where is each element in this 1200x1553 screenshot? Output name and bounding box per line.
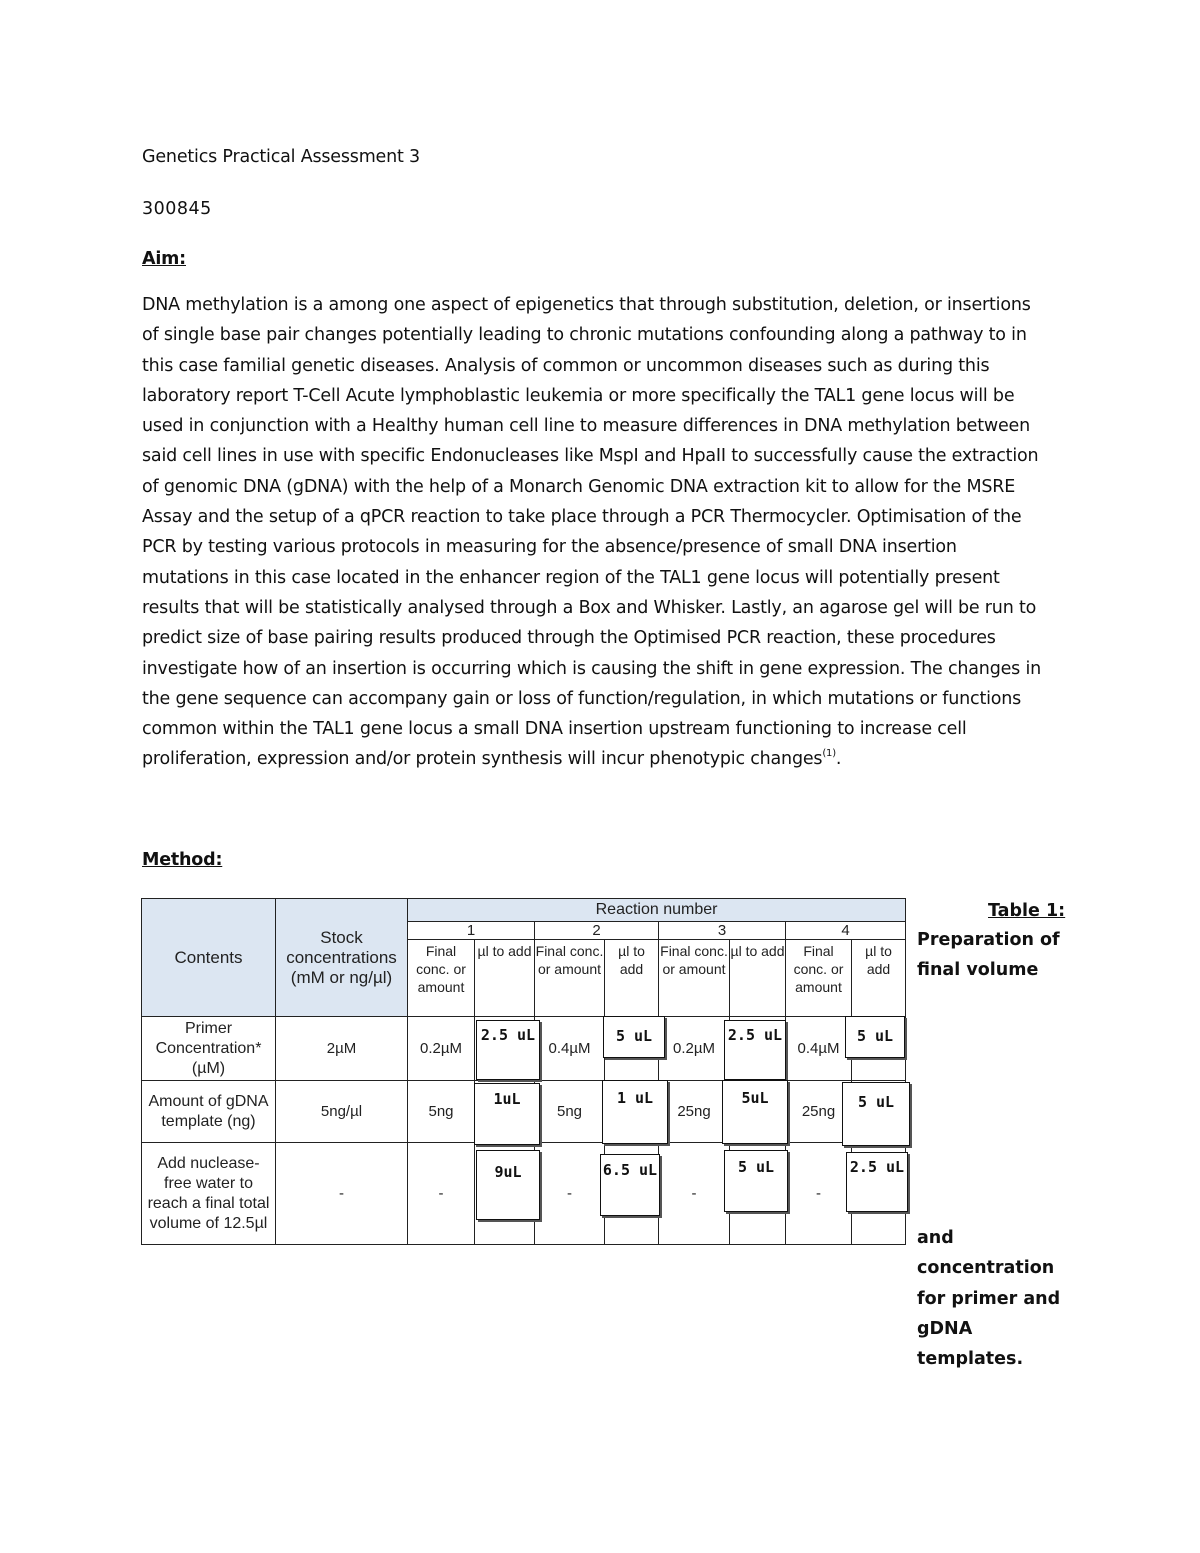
header-contents: Contents	[142, 899, 276, 1017]
final-gdna-4: 25ng	[786, 1081, 852, 1143]
aim-line: Assay and the setup of a qPCR reaction to take place through a PCR Thermocycler. Optimisation of the	[142, 507, 1022, 528]
row-label-primer: Primer Concentration* (µM)	[142, 1017, 276, 1081]
aim-line: of single base pair changes potentially leading to chronic mutations confounding along a pathway to in	[142, 325, 1027, 346]
aim-last-text: proliferation, expression and/or protein synthesis will incur phenotypic changes	[142, 749, 823, 770]
aim-line: used in conjunction with a Healthy human cell line to measure differences in DNA methylation between	[142, 416, 1031, 437]
final-water-4: -	[786, 1143, 852, 1245]
entry-primer-r2: 5 uL	[603, 1016, 665, 1058]
aim-line-last	[142, 744, 1062, 774]
aim-paragraph	[142, 290, 1062, 775]
stock-water: -	[276, 1143, 408, 1245]
aim-line: results that will be statistically analysed through a Box and Whisker. Lastly, an agarose gel will be run to	[142, 597, 1037, 618]
subheader-ul: µl to add	[730, 940, 786, 1017]
entry-gdna-r4: 5 uL	[842, 1082, 910, 1146]
aim-line: the gene sequence can accompany gain or loss of function/regulation, in which mutations or functions	[142, 688, 1022, 709]
entry-water-r2: 6.5 uL	[600, 1154, 660, 1216]
table-caption-part1: Preparation of final volume	[917, 930, 1060, 981]
final-gdna-3: 25ng	[659, 1081, 730, 1143]
student-id: 300845	[142, 199, 212, 219]
document-title: Genetics Practical Assessment 3	[142, 147, 420, 167]
header-stock-text: Stock concentrations (mM or ng/µl)	[286, 927, 397, 987]
aim-line: DNA methylation is a among one aspect of epigenetics that through substitution, deletion, or insertions	[142, 295, 1031, 315]
aim-line: of genomic DNA (gDNA) with the help of a Monarch Genomic DNA extraction kit to allow for the MSRE	[142, 476, 1016, 497]
aim-line: common within the TAL1 gene locus a small DNA insertion upstream functioning to increase cell	[142, 719, 967, 740]
subheader-final: Final conc. or amount	[786, 940, 852, 1017]
final-water-3: -	[659, 1143, 730, 1245]
subheader-ul: µl to add	[605, 940, 659, 1017]
subheader-ul: µl to add	[852, 940, 906, 1017]
entry-gdna-r3: 5uL	[722, 1080, 788, 1144]
entry-primer-r4: 5 uL	[845, 1016, 905, 1058]
aim-line: mutations in this case located in the enhancer region of the TAL1 gene locus will potentially present	[142, 567, 1000, 588]
final-water-1: -	[408, 1143, 475, 1245]
row-label-water-text: Add nuclease-free water to reach a final total volume of 12.5µl	[147, 1154, 270, 1232]
final-water-2: -	[535, 1143, 605, 1245]
entry-primer-r1: 2.5 uL	[476, 1020, 540, 1080]
header-stock	[276, 899, 408, 1017]
aim-line: this case familial genetic diseases. Analysis of common or uncommon diseases such as during this	[142, 355, 990, 376]
final-gdna-2: 5ng	[535, 1081, 605, 1143]
method-heading: Method:	[142, 850, 223, 870]
header-reaction-number: Reaction number	[408, 899, 906, 922]
final-gdna-1: 5ng	[408, 1081, 475, 1143]
subheader-final: Final conc. or amount	[408, 940, 475, 1017]
aim-last-punct: .	[835, 749, 842, 770]
reaction-number-3: 3	[659, 922, 786, 940]
reaction-number-2: 2	[535, 922, 659, 940]
final-primer-3: 0.2µM	[659, 1017, 730, 1081]
entry-water-r1: 9uL	[476, 1150, 540, 1220]
subheader-final: Final conc. or amount	[659, 940, 730, 1017]
reaction-number-1: 1	[408, 922, 535, 940]
aim-line: said cell lines in use with specific Endonucleases like MspI and HpaII to successfully cause the extraction	[142, 446, 1039, 467]
aim-line: predict size of base pairing results produced through the Optimised PCR reaction, these procedures	[142, 628, 996, 649]
aim-line: laboratory report T-Cell Acute lymphoblastic leukemia or more specifically the TAL1 gene locus will be	[142, 385, 1015, 406]
stock-gdna: 5ng/µl	[276, 1081, 408, 1143]
final-primer-4: 0.4µM	[786, 1017, 852, 1081]
table-caption-label: Table 1:	[988, 901, 1066, 921]
subheader-final: Final conc. or amount	[535, 940, 605, 1017]
entry-primer-r3: 2.5 uL	[724, 1020, 786, 1080]
entry-water-r4: 2.5 uL	[846, 1152, 908, 1212]
row-label-water	[142, 1143, 276, 1245]
final-primer-2: 0.4µM	[535, 1017, 605, 1081]
entry-water-r3: 5 uL	[724, 1150, 788, 1212]
aim-line: investigate how of an insertion is occurring which is causing the shift in gene expression. The changes in	[142, 658, 1042, 679]
final-primer-1: 0.2µM	[408, 1017, 475, 1081]
citation-superscript: (1)	[822, 748, 836, 760]
reaction-number-4: 4	[786, 922, 906, 940]
entry-gdna-r2: 1 uL	[602, 1080, 668, 1144]
entry-gdna-r1: 1uL	[474, 1083, 540, 1145]
row-label-gdna: Amount of gDNA template (ng)	[142, 1081, 276, 1143]
aim-heading: Aim:	[142, 249, 186, 269]
table-caption-part2: and concentration for primer and gDNA templates.	[917, 1228, 1061, 1370]
stock-primer: 2µM	[276, 1017, 408, 1081]
aim-line: PCR by testing various protocols in measuring for the absence/presence of small DNA insertion	[142, 537, 957, 558]
subheader-ul: µl to add	[475, 940, 535, 1017]
